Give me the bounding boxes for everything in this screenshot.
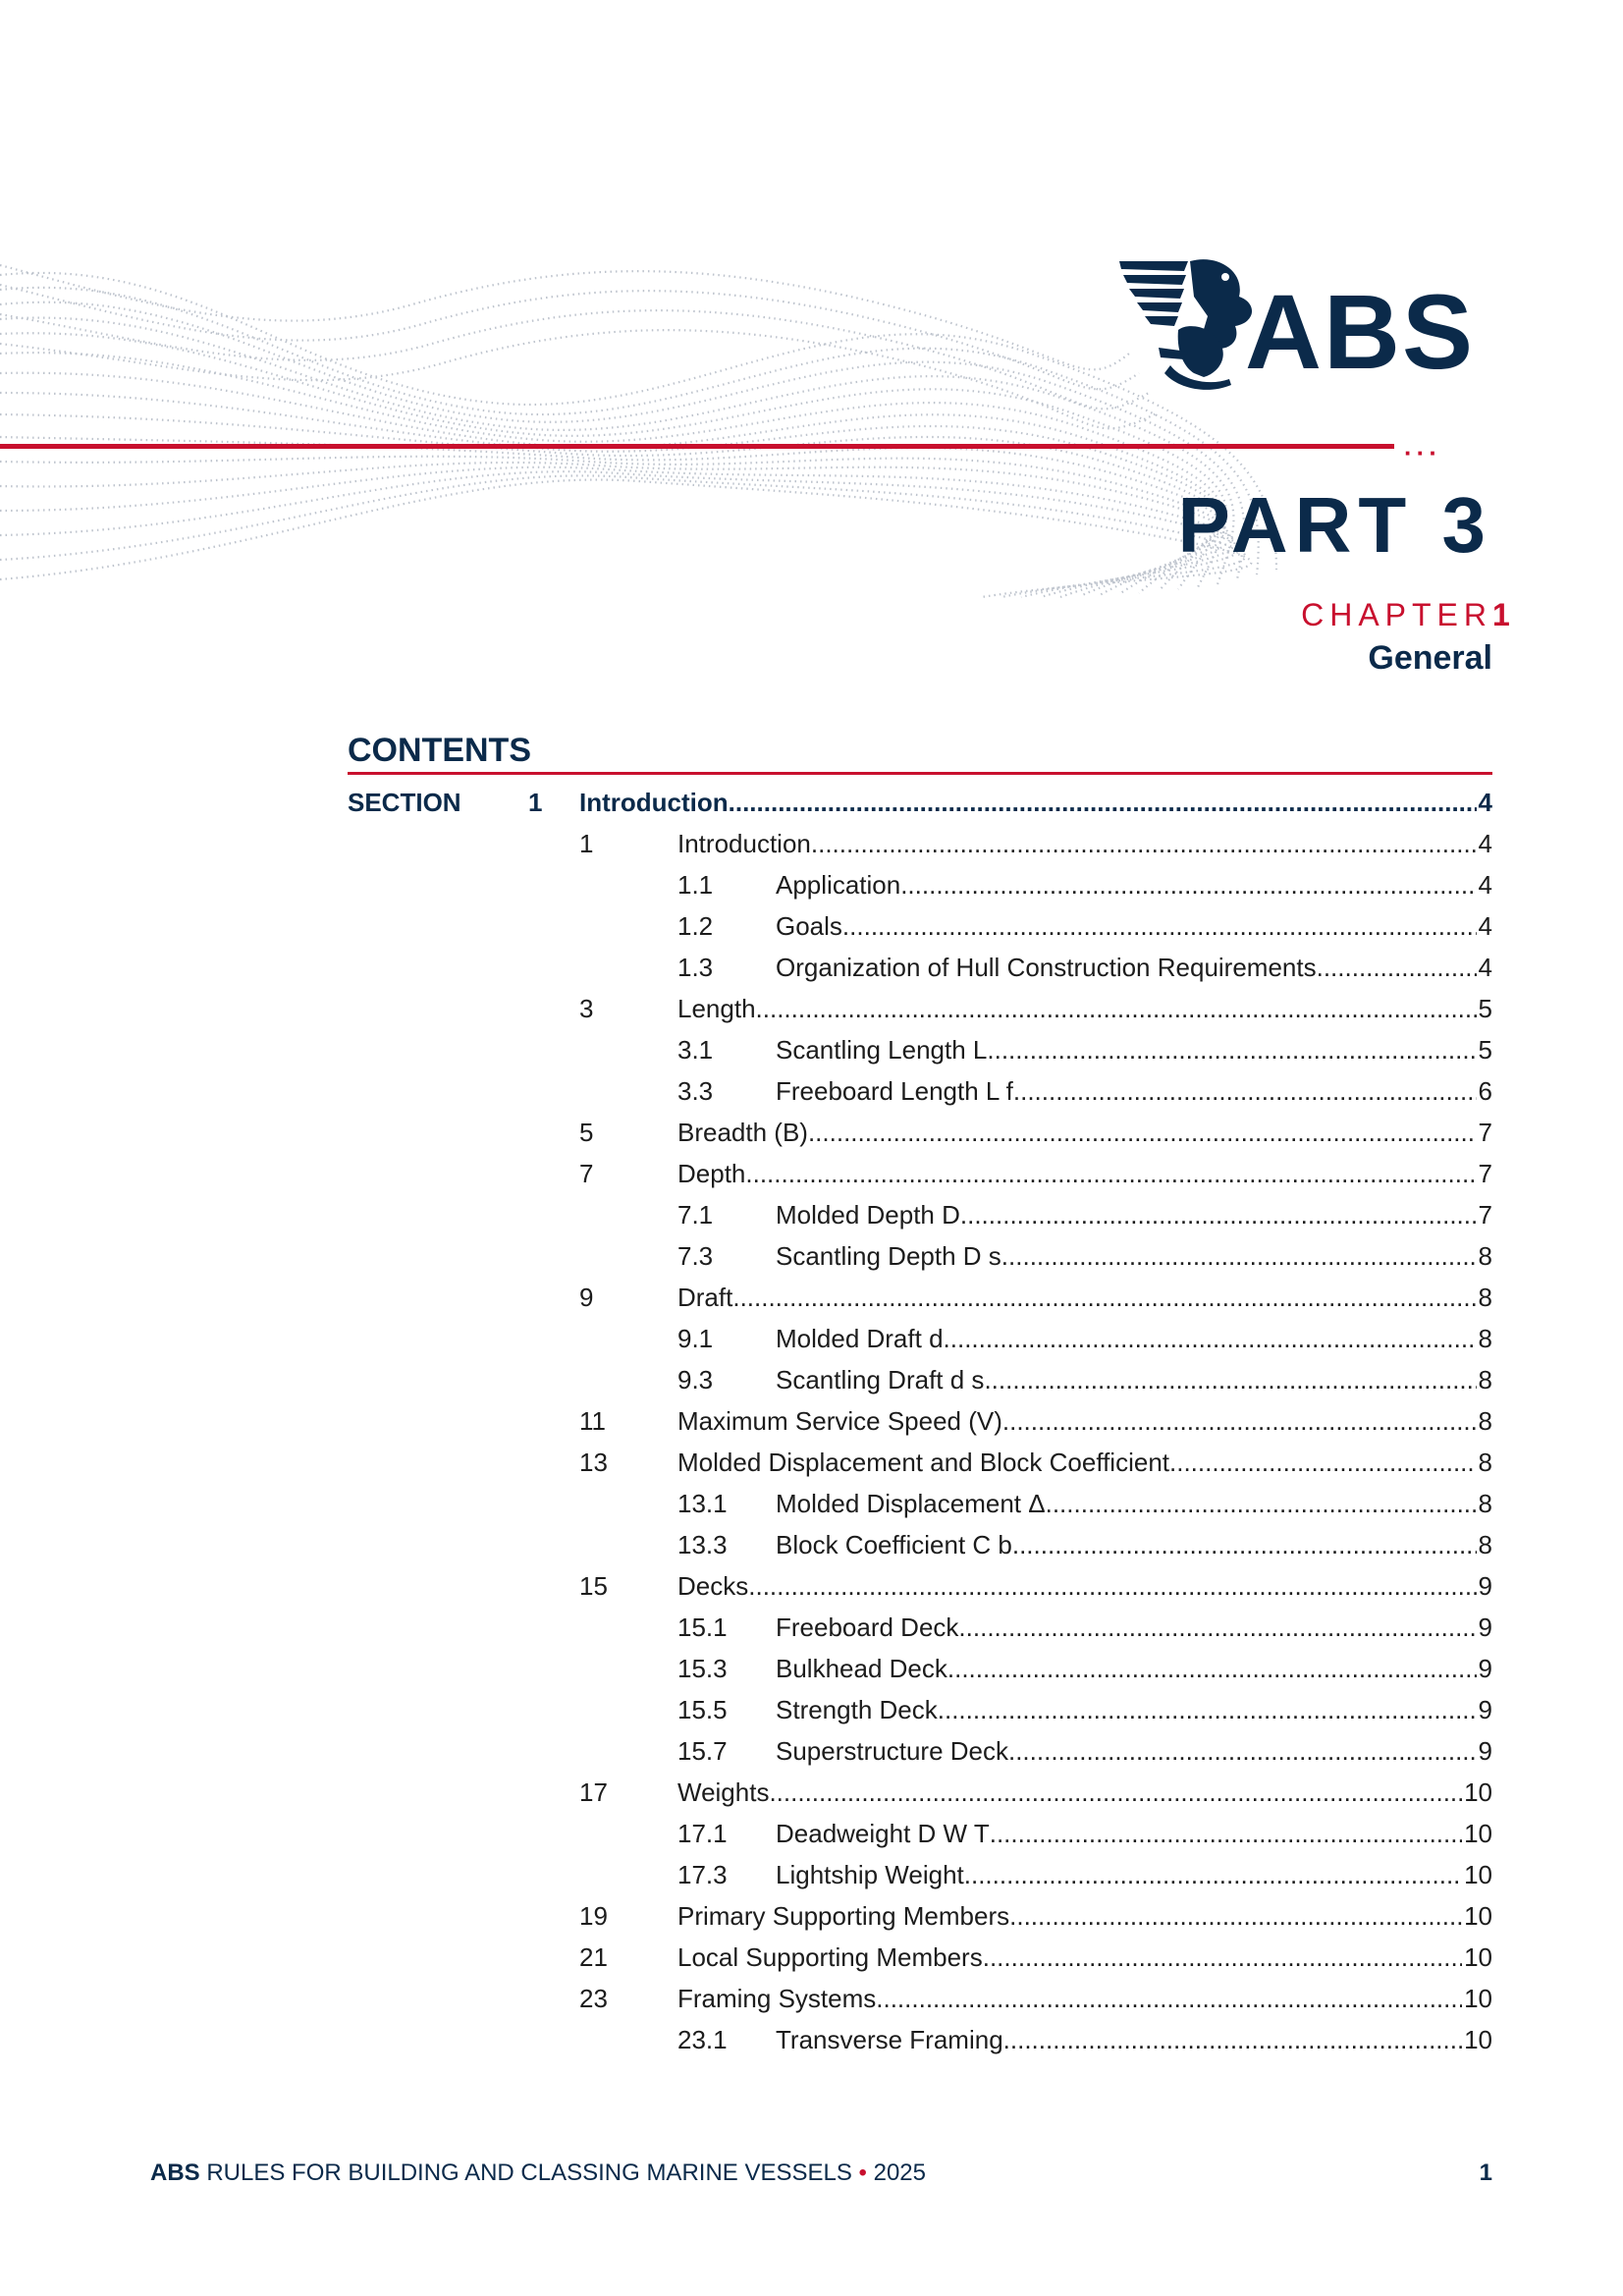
toc-subentry[interactable] (348, 1607, 1492, 1648)
toc-entry-page: 5 (1478, 1035, 1492, 1065)
toc-entry-page: 8 (1478, 1530, 1492, 1559)
toc-entry-page: 9 (1478, 1695, 1492, 1724)
toc-subentry[interactable] (348, 1318, 1492, 1359)
toc-subentry[interactable] (348, 1235, 1492, 1277)
toc-entry-page: 5 (1478, 994, 1492, 1023)
toc-entry-title: Decks (677, 1571, 749, 1601)
toc-entry-title: Breadth (B) (677, 1118, 808, 1147)
toc-entry-page: 10 (1464, 2025, 1492, 2054)
toc-entry-number: 9.1 (677, 1324, 714, 1353)
toc-entry[interactable] (348, 1277, 1492, 1318)
toc-subentry[interactable] (348, 1813, 1492, 1854)
toc-entry[interactable] (348, 823, 1492, 864)
footer-bullet: • (858, 2159, 867, 2186)
toc-entry-page: 4 (1478, 953, 1492, 982)
toc-entry-number: 3.3 (677, 1076, 714, 1106)
toc-entry-page: 7 (1478, 1159, 1492, 1188)
chapter-number: 1 (1492, 597, 1510, 632)
contents-heading: CONTENTS (348, 732, 531, 769)
toc-entry-title: Depth (677, 1159, 746, 1188)
chapter-title: General (1368, 639, 1492, 677)
toc-entry-number: 15 (579, 1571, 608, 1601)
toc-entry[interactable] (348, 1772, 1492, 1813)
toc-entry-number: 1 (579, 829, 594, 858)
toc-entry-page: 9 (1478, 1571, 1492, 1601)
toc-entry-number: 13 (579, 1448, 608, 1477)
toc-entry-number: 17.1 (677, 1819, 728, 1848)
toc-subentry[interactable] (348, 1689, 1492, 1730)
toc-entry-number: 13.3 (677, 1530, 728, 1559)
toc-subentry[interactable] (348, 905, 1492, 947)
toc-entry-title: Length (677, 994, 756, 1023)
toc-entry-page: 10 (1464, 1777, 1492, 1807)
toc-entry-number: 7.1 (677, 1200, 714, 1230)
section-page: 4 (1478, 788, 1492, 817)
page-number: 1 (1479, 2159, 1492, 2186)
abs-logo (1119, 257, 1483, 395)
toc-entry-title: Block Coefficient C b (776, 1530, 1012, 1559)
toc-entry-number: 21 (579, 1942, 608, 1972)
toc-entry-page: 4 (1478, 911, 1492, 941)
toc-entry-title: Freeboard Deck (776, 1613, 959, 1642)
toc-entry-title: Organization of Hull Construction Requirements (776, 953, 1317, 982)
section-word: SECTION (348, 788, 461, 817)
table-of-contents (348, 782, 1492, 2060)
toc-entry-title: Transverse Framing (776, 2025, 1003, 2054)
toc-entry-number: 5 (579, 1118, 594, 1147)
toc-entry-number: 13.1 (677, 1489, 728, 1518)
toc-entry[interactable] (348, 1895, 1492, 1937)
toc-subentry[interactable] (348, 1730, 1492, 1772)
contents-rule (348, 772, 1492, 775)
toc-entry-title: Framing Systems (677, 1984, 877, 2013)
toc-entry-page: 9 (1478, 1613, 1492, 1642)
toc-entry[interactable] (348, 1442, 1492, 1483)
logo-wordmark: ABS (1245, 272, 1476, 391)
toc-entry-number: 23 (579, 1984, 608, 2013)
toc-subentry[interactable] (348, 1524, 1492, 1565)
toc-entry[interactable] (348, 1937, 1492, 1978)
toc-subentry[interactable] (348, 864, 1492, 905)
toc-entry-number: 15.5 (677, 1695, 728, 1724)
toc-subentry[interactable] (348, 1359, 1492, 1400)
toc-entry-number: 17.3 (677, 1860, 728, 1889)
chapter-word: CHAPTER (1301, 597, 1492, 632)
footer-year: 2025 (866, 2159, 926, 2186)
section-title: Introduction (579, 788, 729, 817)
toc-entry-number: 7 (579, 1159, 594, 1188)
toc-entry-title: Strength Deck (776, 1695, 938, 1724)
toc-entry-title: Lightship Weight (776, 1860, 964, 1889)
toc-entry-page: 10 (1464, 1984, 1492, 2013)
toc-entry-title: Molded Depth D (776, 1200, 960, 1230)
toc-entry-number: 23.1 (677, 2025, 728, 2054)
toc-entry-page: 8 (1478, 1448, 1492, 1477)
toc-subentry[interactable] (348, 1648, 1492, 1689)
toc-entry-page: 8 (1478, 1324, 1492, 1353)
toc-subentry[interactable] (348, 947, 1492, 988)
toc-section-row[interactable] (348, 782, 1492, 823)
toc-entry-page: 7 (1478, 1118, 1492, 1147)
toc-entry-page: 9 (1478, 1654, 1492, 1683)
footer-text: RULES FOR BUILDING AND CLASSING MARINE VESSELS (199, 2159, 859, 2186)
toc-entry-number: 15.1 (677, 1613, 728, 1642)
toc-entry-title: Bulkhead Deck (776, 1654, 947, 1683)
toc-entry-title: Primary Supporting Members (677, 1901, 1010, 1931)
toc-subentry[interactable] (348, 1854, 1492, 1895)
header-red-dots: ··· (1404, 438, 1441, 467)
footer-brand: ABS (150, 2159, 200, 2186)
toc-entry[interactable] (348, 1400, 1492, 1442)
toc-entry-title: Weights (677, 1777, 770, 1807)
toc-entry-page: 9 (1478, 1736, 1492, 1766)
toc-entry-number: 1.1 (677, 870, 714, 900)
header-red-rule (0, 444, 1394, 449)
toc-entry[interactable] (348, 1153, 1492, 1194)
toc-entry-title: Application (776, 870, 901, 900)
toc-entry-number: 9 (579, 1283, 594, 1312)
toc-subentry[interactable] (348, 1029, 1492, 1070)
chapter-label (1301, 597, 1510, 632)
toc-entry-page: 8 (1478, 1489, 1492, 1518)
toc-entry-title: Scantling Length L (776, 1035, 988, 1065)
footer-title (150, 2159, 926, 2187)
toc-entry[interactable] (348, 1978, 1492, 2019)
toc-entry-number: 3.1 (677, 1035, 714, 1065)
toc-entry-title: Superstructure Deck (776, 1736, 1008, 1766)
toc-entry-page: 8 (1478, 1365, 1492, 1394)
toc-entry-title: Goals (776, 911, 842, 941)
toc-subentry[interactable] (348, 1070, 1492, 1112)
toc-entry-page: 10 (1464, 1860, 1492, 1889)
toc-entry-title: Scantling Draft d s (776, 1365, 985, 1394)
toc-entry-page: 10 (1464, 1819, 1492, 1848)
toc-entry[interactable] (348, 1565, 1492, 1607)
toc-entry-number: 1.2 (677, 911, 714, 941)
toc-entry-page: 8 (1478, 1241, 1492, 1271)
toc-entry-title: Molded Draft d (776, 1324, 944, 1353)
toc-entry-page: 7 (1478, 1200, 1492, 1230)
toc-subentry[interactable] (348, 1194, 1492, 1235)
toc-entry-title: Scantling Depth D s (776, 1241, 1001, 1271)
toc-entry-title: Local Supporting Members (677, 1942, 983, 1972)
toc-entry-title: Molded Displacement Δ (776, 1489, 1046, 1518)
toc-entry-number: 3 (579, 994, 594, 1023)
toc-entry-title: Freeboard Length L f (776, 1076, 1013, 1106)
section-number: 1 (528, 788, 543, 817)
toc-entry-page: 8 (1478, 1283, 1492, 1312)
toc-entry-title: Molded Displacement and Block Coefficient (677, 1448, 1170, 1477)
toc-entry-number: 19 (579, 1901, 608, 1931)
toc-entry-page: 4 (1478, 829, 1492, 858)
toc-entry-number: 17 (579, 1777, 608, 1807)
toc-subentry[interactable] (348, 2019, 1492, 2060)
toc-entry[interactable] (348, 1112, 1492, 1153)
toc-entry-page: 10 (1464, 1901, 1492, 1931)
eagle-emblem-icon (1119, 257, 1262, 395)
toc-entry-number: 11 (579, 1406, 606, 1436)
toc-entry[interactable] (348, 988, 1492, 1029)
toc-entry-title: Maximum Service Speed (V) (677, 1406, 1002, 1436)
toc-entry-page: 10 (1464, 1942, 1492, 1972)
toc-subentry[interactable] (348, 1483, 1492, 1524)
toc-entry-page: 6 (1478, 1076, 1492, 1106)
toc-entry-number: 15.3 (677, 1654, 728, 1683)
toc-entry-number: 7.3 (677, 1241, 714, 1271)
toc-entry-title: Deadweight D W T (776, 1819, 990, 1848)
part-title: PART 3 (1177, 481, 1492, 569)
toc-entry-title: Introduction (677, 829, 811, 858)
toc-entry-page: 8 (1478, 1406, 1492, 1436)
toc-entry-number: 15.7 (677, 1736, 728, 1766)
toc-entry-title: Draft (677, 1283, 733, 1312)
toc-entry-page: 4 (1478, 870, 1492, 900)
toc-entry-number: 9.3 (677, 1365, 714, 1394)
toc-entry-number: 1.3 (677, 953, 714, 982)
